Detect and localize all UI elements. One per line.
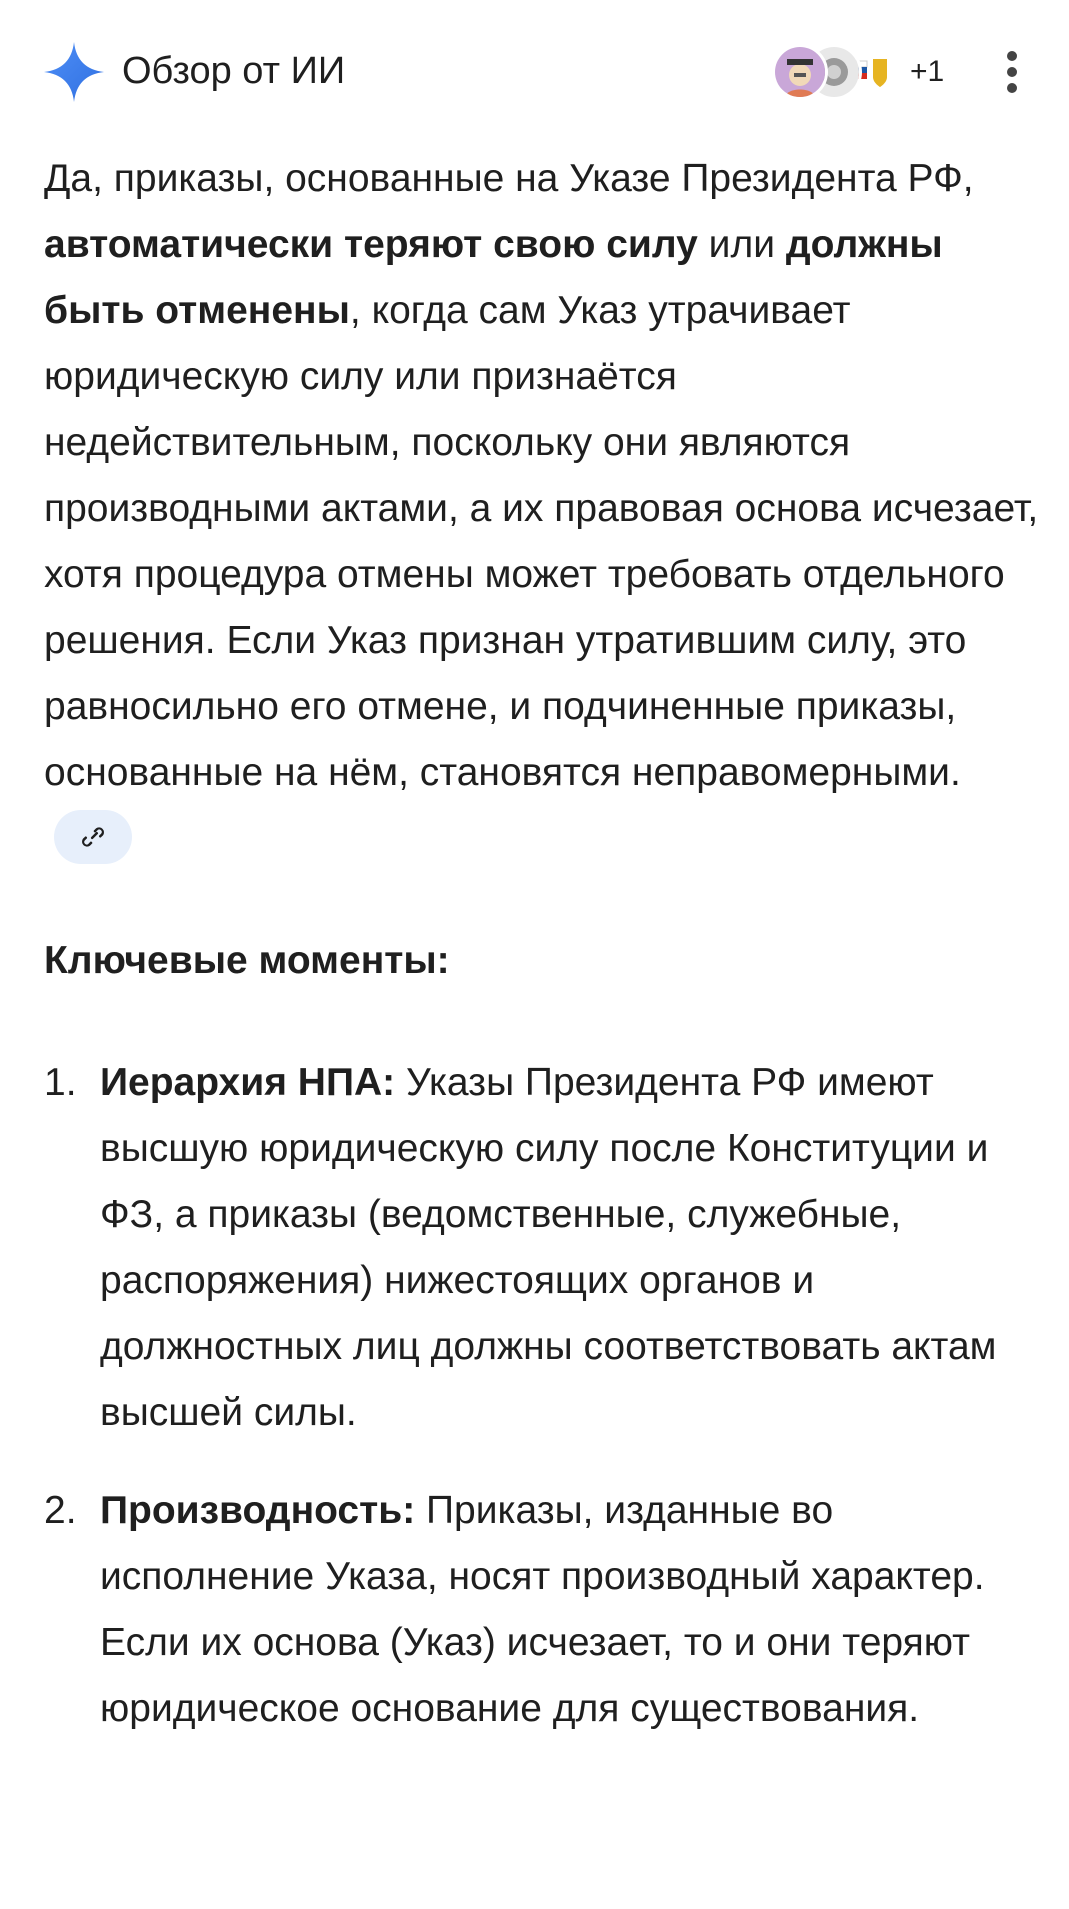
list-item xyxy=(44,1050,1044,1446)
source-link-button[interactable] xyxy=(54,810,132,864)
answer-text: Да, приказы, основанные на Указе Президента РФ, xyxy=(44,157,974,200)
list-item-text: Приказы, изданные во исполнение Указа, носят производный характер. Если их основа (Указ) исчезает, то и они теряют юридическое основание для существования. xyxy=(100,1489,985,1730)
sources-more-count[interactable]: +1 xyxy=(910,55,945,88)
gemini-sparkle-icon xyxy=(44,42,104,102)
answer-text: или xyxy=(697,223,786,266)
list-item-text: Указы Президента РФ имеют высшую юридическую силу после Конституции и ФЗ, а приказы (ведомственные, служебные, распоряжения) нижестоящих органов и должностных лиц должны соответствовать актам высшей силы. xyxy=(100,1061,997,1434)
ai-overview-header xyxy=(0,0,1069,140)
list-item-heading: Производность: xyxy=(100,1489,416,1532)
source-avatars[interactable] xyxy=(772,42,962,102)
source-avatar-1[interactable] xyxy=(772,44,828,100)
key-points-title: Ключевые моменты: xyxy=(44,939,450,982)
link-icon xyxy=(78,822,108,852)
ai-overview-content xyxy=(44,146,1044,1774)
list-item-heading: Иерархия НПА: xyxy=(100,1061,396,1104)
more-vert-icon xyxy=(1006,50,1018,94)
list-item xyxy=(44,1478,1044,1742)
ai-overview-title: Обзор от ИИ xyxy=(122,50,346,92)
graduate-avatar-icon xyxy=(775,47,825,97)
list-item-number: 2. xyxy=(44,1489,77,1532)
more-options-button[interactable] xyxy=(990,44,1034,100)
answer-paragraph xyxy=(44,146,1044,872)
key-points-list xyxy=(44,1050,1044,1742)
list-item-number: 1. xyxy=(44,1061,77,1104)
answer-bold-text: автоматически теряют свою силу xyxy=(44,223,698,266)
answer-bold-text: должны быть отменены xyxy=(44,223,943,332)
answer-text: , когда сам Указ утрачивает юридическую силу или признаётся недействительным, поскольку они являются производными актами, а их правовая основа исчезает, хотя процедура отмены может требовать отдельного решения. Если Указ признан утратившим силу, это равносильно его отмене, и подчиненные приказы, основанные на нём, становятся неправомерными. xyxy=(44,289,1039,794)
